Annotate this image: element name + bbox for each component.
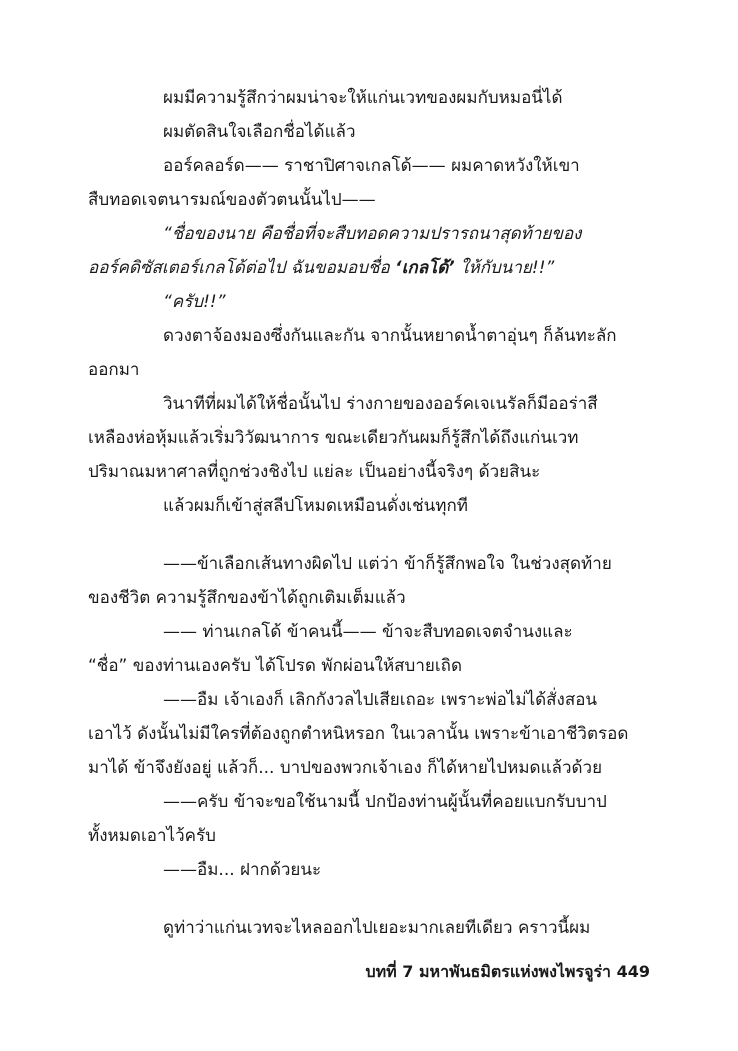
paragraph-line: วินาทีที่ผมได้ให้ชื่อนั้นไป ร่างกายของออร์คเจเนรัลก็มีออร่าสี xyxy=(163,394,598,414)
paragraph-line: ——ครับ ข้าจะขอใช้นามนี้ ปกป้องท่านผู้นั้นที่คอยแบกรับบาป xyxy=(163,792,607,812)
paragraph-line: “ชื่อ” ของท่านเองครับ ได้โปรด พักผ่อนให้สบายเถิด xyxy=(88,656,462,676)
paragraph-line: ——อืม เจ้าเองก็ เลิกกังวลไปเสียเถอะ เพราะพ่อไม่ได้สั่งสอน xyxy=(163,690,598,710)
paragraph-line: ทั้งหมดเอาไว้ครับ xyxy=(88,826,216,846)
paragraph-line: ——อืม... ฝากด้วยนะ xyxy=(163,860,322,880)
paragraph-line: ปริมาณมหาศาลที่ถูกช่วงชิงไป แย่ละ เป็นอย่างนี้จริงๆ ด้วยสินะ xyxy=(88,462,541,482)
paragraph-line: ——ข้าเลือกเส้นทางผิดไป แต่ว่า ข้าก็รู้สึกพอใจ ในช่วงสุดท้าย xyxy=(163,554,612,574)
paragraph-line: เหลืองห่อหุ้มแล้วเริ่มวิวัฒนาการ ขณะเดียวกันผมก็รู้สึกได้ถึงแก่นเวท xyxy=(88,428,579,448)
paragraph-line: ผมมีความรู้สึกว่าผมน่าจะให้แก่นเวทของผมกับหมอนี่ได้ xyxy=(163,88,563,108)
paragraph-line: ออกมา xyxy=(88,360,140,380)
paragraph-line: มาได้ ข้าจึงยังอยู่ แล้วก็... บาปของพวกเจ้าเอง ก็ได้หายไปหมดแล้วด้วย xyxy=(88,758,603,778)
given-name: ‘เกลโด้’ xyxy=(395,258,455,278)
paragraph-line: —— ท่านเกลโด้ ข้าคนนี้—— ข้าจะสืบทอดเจตจำนงและ xyxy=(163,622,573,642)
page-footer: บทที่ 7 มหาพันธมิตรแห่งพงไพรจูร่า 449 xyxy=(365,962,650,981)
paragraph-line: ของชีวิต ความรู้สึกของข้าได้ถูกเติมเต็มแล้ว xyxy=(88,588,406,608)
paragraph-line: ออร์คลอร์ด—— ราชาปิศาจเกลโด้—— ผมคาดหวังให้เขา xyxy=(163,156,580,176)
dialogue-segment: ให้กับนาย!!” xyxy=(460,258,555,278)
dialogue-line: “ชื่อของนาย คือชื่อที่จะสืบทอดความปรารถนาสุดท้ายของ xyxy=(163,224,582,244)
paragraph-line: ผมตัดสินใจเลือกชื่อได้แล้ว xyxy=(163,122,356,142)
paragraph-line: แล้วผมก็เข้าสู่สลีปโหมดเหมือนดั่งเช่นทุกที xyxy=(163,496,468,516)
paragraph-line: ดูท่าว่าแก่นเวทจะไหลออกไปเยอะมากเลยทีเดียว คราวนี้ผม xyxy=(163,918,591,938)
paragraph-line: ดวงตาจ้องมองซึ่งกันและกัน จากนั้นหยาดน้ำตาอุ่นๆ ก็ล้นทะลัก xyxy=(163,326,617,346)
dialogue-line: “ครับ!!” xyxy=(163,292,226,312)
dialogue-line xyxy=(88,256,554,280)
paragraph-line: สืบทอดเจตนารมณ์ของตัวตนนั้นไป—— xyxy=(88,190,376,210)
paragraph-line: เอาไว้ ดังนั้นไม่มีใครที่ต้องถูกตำหนิหรอก ในเวลานั้น เพราะข้าเอาชีวิตรอด xyxy=(88,724,629,744)
dialogue-segment: ออร์คดิซัสเตอร์เกลโด้ต่อไป ฉันขอมอบชื่อ xyxy=(88,258,390,278)
